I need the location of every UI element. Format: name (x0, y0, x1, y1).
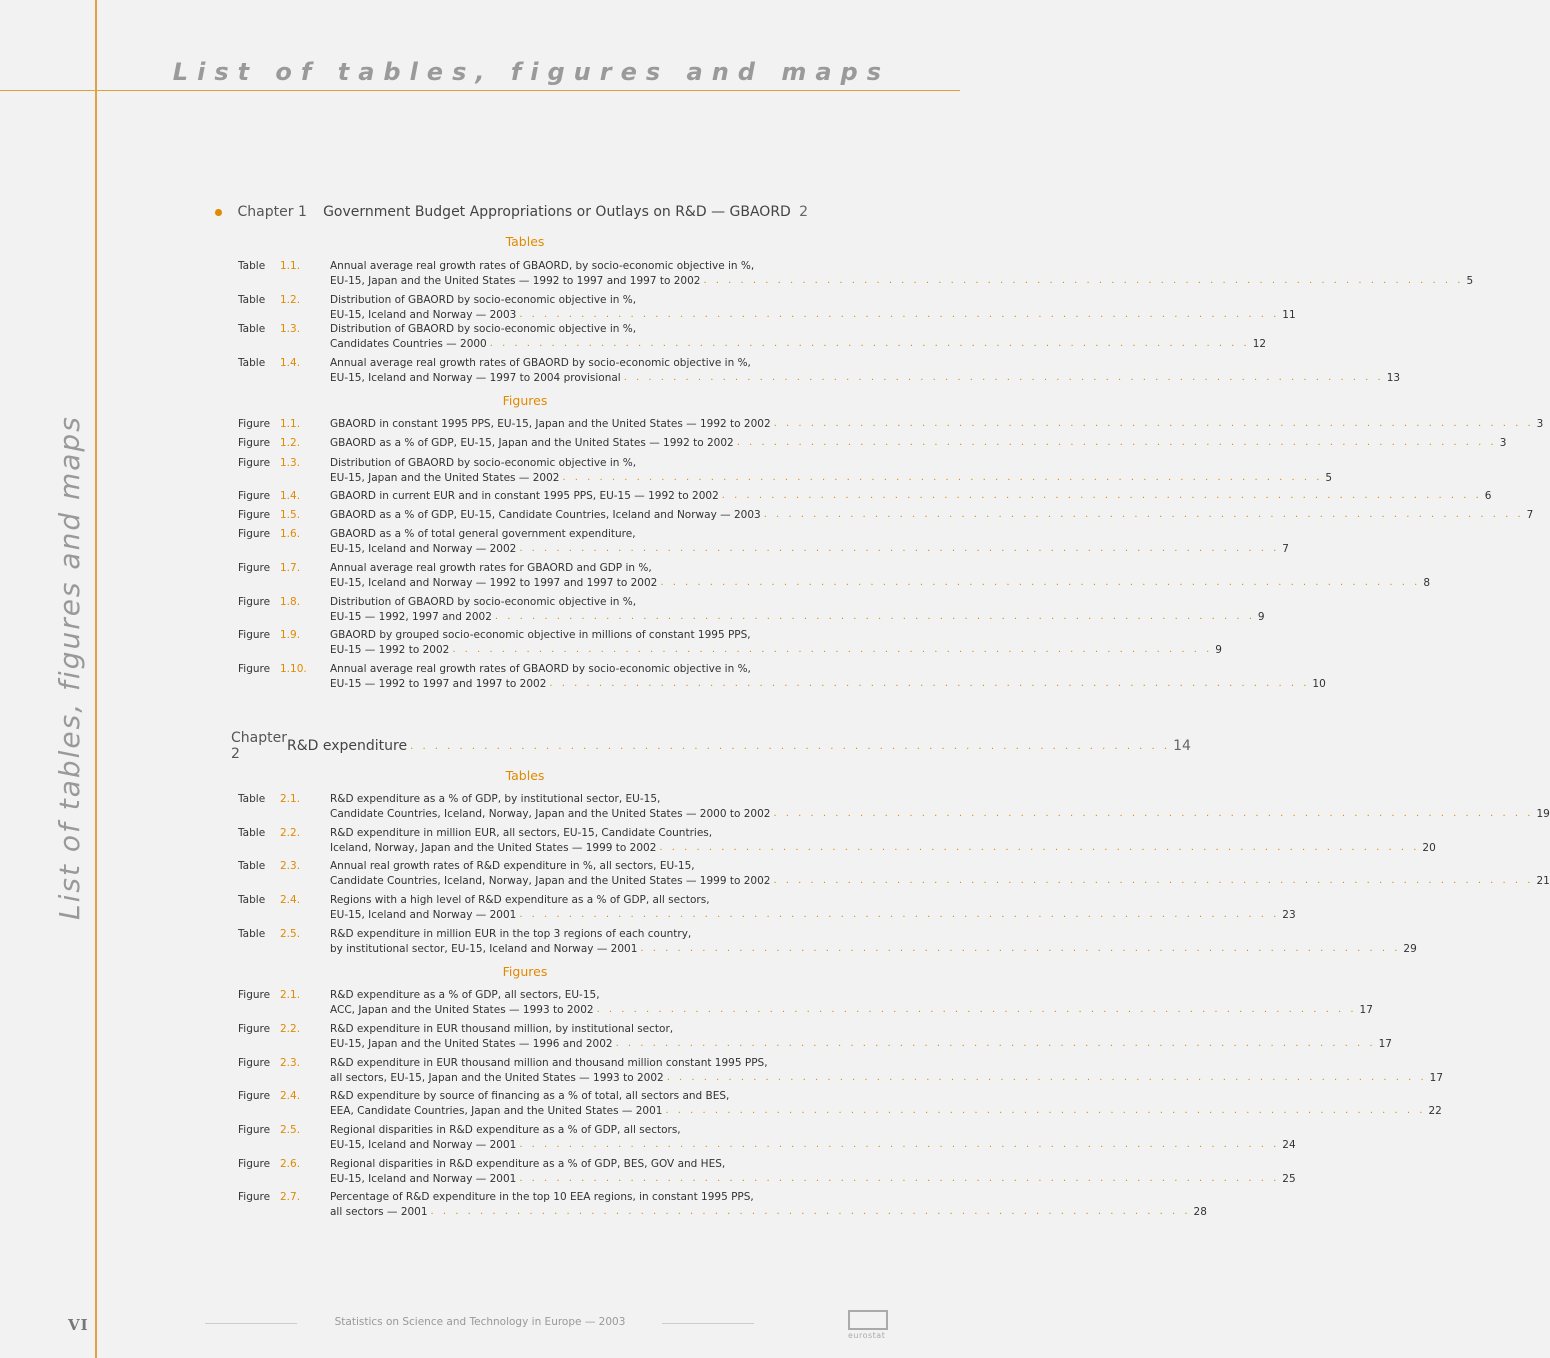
entry-line (330, 417, 1544, 432)
entry-kind: Figure (238, 1191, 271, 1203)
entry-line-text: EU-15 — 1992 to 1997 and 1997 to 2002 (330, 677, 547, 690)
figure-entry[interactable] (238, 662, 1326, 691)
table-entry[interactable] (238, 293, 1296, 322)
entry-kind: Table (238, 860, 266, 872)
entry-line-text: GBAORD in current EUR and in constant 1995 PPS, EU-15 — 1992 to 2002 (330, 490, 719, 502)
entry-line-text: GBAORD as a % of GDP, EU-15, Candidate Countries, Iceland and Norway — 2003 (330, 509, 761, 521)
entry-title (330, 792, 1550, 821)
entry-line (330, 1089, 806, 1104)
header-rule (0, 90, 960, 91)
entry-line-text: Annual average real growth rates of GBAORD by socio-economic objective in %, (330, 663, 751, 675)
entry-line (330, 927, 806, 942)
entry-title (330, 489, 1492, 504)
leader-dots: . . . . . . . . . . . . . . . . . . . . . . . . . . . . . . . . . . . . . . . . . . . . . . . . . . . . . . . . . . . . . . (615, 1037, 1376, 1049)
entry-page: 17 (1359, 1003, 1373, 1016)
entry-line-text: Percentage of R&D expenditure in the top 10 EEA regions, in constant 1995 PPS, (330, 1191, 754, 1203)
entry-line-text: EU-15, Japan and the United States — 1996 and 2002 (330, 1037, 613, 1050)
entry-number: 2.1. (280, 989, 301, 1001)
leader-dots: . . . . . . . . . . . . . . . . . . . . . . . . . . . . . . . . . . . . . . . . . . . . . . . . . . . . . . . . . . . . . . (452, 643, 1213, 655)
entry-title (330, 595, 1265, 624)
leader-dots: . . . . . . . . . . . . . . . . . . . . . . . . . . . . . . . . . . . . . . . . . . . . . . . . . . . . . . . . . . . . . . (519, 1172, 1280, 1184)
entry-number: 2.7. (280, 1191, 301, 1203)
entry-line (330, 508, 1534, 523)
entry-line (330, 471, 1333, 486)
entry-title (330, 293, 1296, 322)
chapter-title: R&D expenditure (286, 738, 408, 754)
entry-page: 17 (1429, 1071, 1444, 1084)
entry-kind: Table (238, 357, 266, 369)
entry-line-text: EU-15 — 1992 to 2002 (330, 643, 450, 656)
entry-number: 2.4. (280, 894, 301, 906)
entry-kind: Figure (238, 663, 271, 675)
entry-line-text: EU-15, Iceland and Norway — 2001 (330, 1138, 517, 1151)
entry-title (330, 436, 1507, 451)
leader-dots: . . . . . . . . . . . . . . . . . . . . . . . . . . . . . . . . . . . . . . . . . . . . . . . . . . . . . . . . . . . . . . (562, 471, 1323, 483)
entry-page: 13 (1386, 371, 1401, 384)
entry-line (330, 942, 1417, 957)
entry-page: 5 (1325, 471, 1333, 484)
entry-line (330, 337, 1267, 352)
entry-line (330, 274, 1474, 289)
entry-page: 6 (1484, 490, 1492, 502)
entry-kind: Figure (238, 1090, 271, 1102)
entry-number: 1.3. (280, 323, 301, 335)
entry-line (330, 1022, 806, 1037)
entry-page: 20 (1422, 841, 1436, 854)
entry-title (330, 561, 1431, 590)
entry-page: 17 (1378, 1037, 1392, 1050)
entry-kind: Figure (238, 490, 271, 502)
chapter-label: Chapter 1 (237, 204, 307, 220)
entry-page: 28 (1193, 1205, 1207, 1218)
entry-line-text: Candidate Countries, Iceland, Norway, Japan and the United States — 1999 to 2002 (330, 874, 771, 887)
figure-entry[interactable] (238, 1190, 1207, 1219)
figure-entry[interactable] (238, 508, 1534, 523)
entry-number: 1.4. (280, 490, 301, 502)
entry-line (330, 1190, 806, 1205)
table-entry[interactable] (238, 322, 1267, 351)
entry-line (330, 293, 806, 308)
entry-line-text: GBAORD by grouped socio-economic objective in millions of constant 1995 PPS, (330, 629, 751, 641)
entry-line-text: EEA, Candidate Countries, Japan and the United States — 2001 (330, 1104, 663, 1117)
entry-line (330, 908, 1296, 923)
entry-number: 1.9. (280, 629, 301, 641)
entry-kind: Figure (238, 1158, 271, 1170)
entry-number: 1.1. (280, 418, 301, 430)
entry-line-text: Regional disparities in R&D expenditure as a % of GDP, all sectors, (330, 1124, 681, 1136)
entry-line (330, 542, 1289, 557)
entry-line-text: Annual real growth rates of R&D expenditure in %, all sectors, EU-15, (330, 860, 695, 872)
entry-title (330, 893, 1296, 922)
eurostat-logo-word: eurostat (848, 1331, 886, 1340)
entry-page: 24 (1282, 1138, 1296, 1151)
entry-kind: Figure (238, 509, 271, 521)
leader-dots: . . . . . . . . . . . . . . . . . . . . . . . . . . . . . . . . . . . . . . . . . . . . . . . . . . . . . . . . . . . . . . (721, 490, 1482, 501)
entry-page: 19 (1536, 807, 1550, 820)
entry-line-text: R&D expenditure in million EUR, all sectors, EU-15, Candidate Countries, (330, 827, 713, 839)
entry-kind: Table (238, 323, 266, 335)
entry-line (330, 1003, 1373, 1018)
entry-number: 2.4. (280, 1090, 301, 1102)
entry-line-text: Annual average real growth rates of GBAORD by socio-economic objective in %, (330, 357, 751, 369)
entry-page: 9 (1257, 610, 1265, 623)
entry-line (330, 1056, 806, 1071)
leader-dots: . . . . . . . . . . . . . . . . . . . . . . . . . . . . . . . . . . . . . . . . . . . . . . . . . . . . . . . . . . . . . . (519, 1138, 1280, 1150)
entry-kind: Table (238, 827, 266, 839)
leader-dots: . . . . . . . . . . . . . . . . . . . . . . . . . . . . . . . . . . . . . . . . . . . . . . . . . . . . . . . . . . . . . . (660, 576, 1421, 588)
entry-kind: Table (238, 793, 266, 805)
entry-number: 1.10. (280, 663, 307, 675)
entry-line (330, 1123, 806, 1138)
table-entry[interactable] (238, 859, 1550, 888)
entry-kind: Figure (238, 989, 271, 1001)
entry-line (330, 662, 806, 677)
entry-line-text: Distribution of GBAORD by socio-economic objective in %, (330, 323, 637, 335)
figure-entry[interactable] (238, 417, 1544, 432)
entry-line (330, 792, 806, 807)
side-title: List of tables, figures and maps (53, 415, 86, 920)
entry-line-text: Distribution of GBAORD by socio-economic objective in %, (330, 457, 637, 469)
entry-line (330, 456, 806, 471)
entry-kind: Figure (238, 1023, 271, 1035)
entry-line (330, 356, 806, 371)
entry-page: 8 (1423, 576, 1431, 589)
entry-line (330, 1172, 1296, 1187)
chapter-title: Government Budget Appropriations or Outlays on R&D — GBAORD (323, 204, 791, 220)
entry-line (330, 1037, 1392, 1052)
entry-kind: Figure (238, 528, 271, 540)
entry-line (330, 988, 806, 1003)
entry-title (330, 826, 1436, 855)
figure-entry[interactable] (238, 1089, 1442, 1118)
entry-line (330, 1157, 806, 1172)
entry-line-text: Candidates Countries — 2000 (330, 337, 487, 350)
entry-page: 29 (1403, 942, 1417, 955)
entry-line-text: EU-15, Iceland and Norway — 1992 to 1997 and 1997 to 2002 (330, 576, 658, 589)
entry-number: 2.3. (280, 860, 301, 872)
entry-title (330, 1123, 1296, 1152)
entry-title (330, 1056, 1444, 1085)
leader-dots: . . . . . . . . . . . . . . . . . . . . . . . . . . . . . . . . . . . . . . . . . . . . . . . . . . . . . . . . . . . . . . (519, 908, 1280, 920)
figure-entry[interactable] (238, 456, 1333, 485)
entry-page: 3 (1536, 418, 1544, 430)
entry-title (330, 1157, 1296, 1186)
entry-line-text: GBAORD in constant 1995 PPS, EU-15, Japan and the United States — 1992 to 2002 (330, 418, 771, 430)
entry-line-text: ACC, Japan and the United States — 1993 to 2002 (330, 1003, 594, 1016)
figure-entry[interactable] (238, 1123, 1296, 1152)
entry-kind: Table (238, 894, 266, 906)
entry-title (330, 527, 1289, 556)
figure-entry[interactable] (238, 628, 1222, 657)
entry-line (330, 807, 1550, 822)
entry-number: 1.7. (280, 562, 301, 574)
entry-line (330, 610, 1265, 625)
entry-number: 1.5. (280, 509, 301, 521)
entry-number: 2.5. (280, 1124, 301, 1136)
entry-page: 7 (1282, 542, 1289, 555)
entry-line-text: Regional disparities in R&D expenditure as a % of GDP, BES, GOV and HES, (330, 1158, 726, 1170)
entry-title (330, 508, 1534, 523)
entry-title (330, 356, 1401, 385)
leader-dots: . . . . . . . . . . . . . . . . . . . . . . . . . . . . . . . . . . . . . . . . . . . . . . . . . . . . . . . . . . . . . . (519, 308, 1280, 320)
table-entry[interactable] (238, 356, 1401, 385)
chapter-page: 2 (799, 204, 808, 220)
entry-number: 2.3. (280, 1057, 301, 1069)
chapter-2-heading[interactable] (212, 730, 1191, 762)
entry-line (330, 874, 1550, 889)
entry-page: 11 (1282, 308, 1296, 321)
entry-line-text: R&D expenditure as a % of GDP, by institutional sector, EU-15, (330, 793, 661, 805)
entry-line-text: all sectors — 2001 (330, 1205, 428, 1218)
entry-line (330, 561, 806, 576)
leader-dots: . . . . . . . . . . . . . . . . . . . . . . . . . . . . . . . . . . . . . . . . . . . . . . . . . . . . . . . . . . . . . . (665, 1104, 1426, 1116)
entry-kind: Figure (238, 562, 271, 574)
tables-heading: Tables (505, 768, 545, 783)
entry-line (330, 859, 806, 874)
leader-dots: . . . . . . . . . . . . . . . . . . . . . . . . . . . . . . . . . . . . . . . . . . . . . . . . . . . . . . . . . . . . . . (623, 371, 1384, 383)
bullet-icon (215, 209, 222, 216)
entry-title (330, 1089, 1442, 1118)
entry-number: 1.3. (280, 457, 301, 469)
page-number: VI (68, 1316, 89, 1334)
entry-number: 1.8. (280, 596, 301, 608)
eurostat-logo (848, 1310, 892, 1342)
entry-page: 10 (1312, 677, 1326, 690)
figure-entry[interactable] (238, 1157, 1296, 1186)
entry-line-text: by institutional sector, EU-15, Iceland and Norway — 2001 (330, 942, 638, 955)
figures-heading: Figures (502, 393, 548, 408)
entry-number: 1.6. (280, 528, 301, 540)
entry-line (330, 1205, 1207, 1220)
vertical-rule (95, 0, 97, 1358)
table-entry[interactable] (238, 792, 1550, 821)
entry-line-text: GBAORD as a % of GDP, EU-15, Japan and the United States — 1992 to 2002 (330, 437, 734, 449)
entry-line-text: EU-15, Iceland and Norway — 2001 (330, 908, 517, 921)
entry-line (330, 643, 1222, 658)
entry-line (330, 1104, 1442, 1119)
entry-number: 2.2. (280, 1023, 301, 1035)
table-entry[interactable] (238, 826, 1436, 855)
entry-line-text: EU-15, Iceland and Norway — 2001 (330, 1172, 517, 1185)
entry-line-text: GBAORD as a % of total general government expenditure, (330, 528, 636, 540)
entry-number: 1.2. (280, 437, 301, 449)
entry-line (330, 576, 1431, 591)
leader-dots: . . . . . . . . . . . . . . . . . . . . . . . . . . . . . . . . . . . . . . . . . . . . . . . . . . . . . . . . . . . . . . (640, 942, 1401, 954)
leader-dots: . . . . . . . . . . . . . . . . . . . . . . . . . . . . . . . . . . . . . . . . . . . . . . . . . . . . . . . . . . . . . . (736, 437, 1497, 448)
entry-line-text: all sectors, EU-15, Japan and the United States — 1993 to 2002 (330, 1071, 664, 1084)
figure-entry[interactable] (238, 1022, 1392, 1051)
footer-text: Statistics on Science and Technology in Europe — 2003 (334, 1316, 626, 1328)
figure-entry[interactable] (238, 436, 1507, 451)
entry-title (330, 456, 1333, 485)
entry-line-text: R&D expenditure in EUR thousand million, by institutional sector, (330, 1023, 674, 1035)
entry-line (330, 436, 1507, 451)
entry-kind: Figure (238, 457, 271, 469)
entry-line-text: Candidate Countries, Iceland, Norway, Japan and the United States — 2000 to 2002 (330, 807, 771, 820)
entry-line-text: R&D expenditure in million EUR in the top 3 regions of each country, (330, 928, 692, 940)
leader-dots: . . . . . . . . . . . . . . . . . . . . . . . . . . . . . . . . . . . . . . . . . . . . . . . . . . . . . . . . . . . . . . (549, 677, 1310, 689)
figure-entry[interactable] (238, 595, 1265, 624)
entry-line (330, 527, 806, 542)
entry-line-text: R&D expenditure as a % of GDP, all sectors, EU-15, (330, 989, 600, 1001)
entry-title (330, 628, 1222, 657)
entry-line (330, 841, 1436, 856)
entry-page: 9 (1215, 643, 1222, 656)
entry-number: 2.1. (280, 793, 301, 805)
entry-line (330, 489, 1492, 504)
entry-title (330, 1190, 1207, 1219)
leader-dots: . . . . . . . . . . . . . . . . . . . . . . . . . . . . . . . . . . . . . . . . . . . . . . . . . . . . . . . . . . . . . . (773, 418, 1534, 429)
table-entry[interactable] (238, 927, 1417, 956)
entry-title (330, 859, 1550, 888)
chapter-1-heading[interactable] (212, 202, 808, 222)
entry-title (330, 322, 1267, 351)
entry-kind: Figure (238, 418, 271, 430)
leader-dots: . . . . . . . . . . . . . . . . . . . . . . . . . . . . . . . . . . . . . . . . . . . . . . . . . . . . . . . . . . . . . . (773, 807, 1534, 819)
figures-heading: Figures (502, 964, 548, 979)
entry-number: 2.6. (280, 1158, 301, 1170)
entry-line (330, 826, 806, 841)
entry-page: 12 (1252, 337, 1267, 350)
entry-line-text: EU-15, Iceland and Norway — 2003 (330, 308, 517, 321)
figure-entry[interactable] (238, 489, 1492, 504)
entry-line-text: Annual average real growth rates for GBAORD and GDP in %, (330, 562, 652, 574)
entry-title (330, 927, 1417, 956)
entry-line-text: Distribution of GBAORD by socio-economic objective in %, (330, 294, 637, 306)
entry-page: 3 (1499, 437, 1507, 449)
entry-page: 22 (1428, 1104, 1442, 1117)
entry-kind: Figure (238, 437, 271, 449)
entry-line-text: EU-15, Japan and the United States — 2002 (330, 471, 560, 484)
entry-line (330, 628, 806, 643)
entry-line-text: EU-15 — 1992, 1997 and 2002 (330, 610, 492, 623)
entry-kind: Figure (238, 1057, 271, 1069)
entry-line (330, 1071, 1444, 1086)
leader-dots: . . . . . . . . . . . . . . . . . . . . . . . . . . . . . . . . . . . . . . . . . . . . . . . . . . . . . . . . . . . . . . (666, 1071, 1427, 1083)
entry-line (330, 1138, 1296, 1153)
figure-entry[interactable] (238, 988, 1373, 1017)
leader-dots: . . . . . . . . . . . . . . . . . . . . . . . . . . . . . . . . . . . . . . . . . . . . . . . . . . . . . . . . . . . . . . (773, 874, 1534, 886)
entry-line (330, 677, 1326, 692)
leader-dots: . . . . . . . . . . . . . . . . . . . . . . . . . . . . . . . . . . . . . . . . . . . . . . . . . . . . . . . . . . . . . . (489, 337, 1250, 349)
leader-dots: . . . . . . . . . . . . . . . . . . . . . . . . . . . . . . . . . . . . . . . . . . . . . . . . . . . . . . . . . . . . . . (763, 509, 1524, 520)
entry-number: 2.2. (280, 827, 301, 839)
entry-title (330, 417, 1544, 432)
entry-title (330, 1022, 1392, 1051)
leader-dots: . . . . . . . . . . . . . . . . . . . . . . . . . . . . . . . . . . . . . . . . . . . . . . . . . . . . . . . . . . . . . . (703, 274, 1464, 286)
entry-line-text: EU-15, Iceland and Norway — 1997 to 2004 provisional (330, 371, 621, 384)
table-entry[interactable] (238, 893, 1296, 922)
entry-kind: Table (238, 294, 266, 306)
chapter-label: Chapter 2 (231, 730, 287, 762)
entry-line-text: Iceland, Norway, Japan and the United States — 1999 to 2002 (330, 841, 657, 854)
leader-dots: . . . . . . . . . . . . . . . . . . . . . . . . . . . . . . . . . . . . . . . . . . . . . . . . . . . . . . . . . . . . . . (596, 1003, 1357, 1015)
entry-page: 7 (1526, 509, 1534, 521)
entry-line (330, 259, 806, 274)
entry-number: 1.2. (280, 294, 301, 306)
entry-page: 5 (1466, 274, 1474, 287)
leader-dots: . . . . . . . . . . . . . . . . . . . . . . . . . . . . . . . . . . . . . . . . . . . . . . . . . . . . . . . . . . . . . . (430, 1205, 1191, 1217)
chapter-page: 14 (1173, 738, 1191, 754)
entry-line-text: EU-15, Japan and the United States — 1992 to 1997 and 1997 to 2002 (330, 274, 701, 287)
leader-dots: . . . . . . . . . . . . . . . . . . . . . . . . . . . . . . . . . . . . . . . . . . . . . . . . . . . . . . . . . . . . . . (659, 841, 1420, 853)
leader-dots: . . . . . . . . . . . . . . . . . . . . . . . . . . . . . . . . . . . . . . . . . . . . . . . . . . . . . . . . . . . . . . (410, 740, 1171, 752)
entry-kind: Figure (238, 629, 271, 641)
eurostat-logo-mark (848, 1310, 888, 1330)
tables-heading: Tables (505, 234, 545, 249)
entry-line-text: EU-15, Iceland and Norway — 2002 (330, 542, 517, 555)
entry-kind: Table (238, 260, 266, 272)
entry-line-text: Regions with a high level of R&D expenditure as a % of GDP, all sectors, (330, 894, 710, 906)
entry-kind: Figure (238, 1124, 271, 1136)
table-entry[interactable] (238, 259, 1474, 288)
figure-entry[interactable] (238, 527, 1289, 556)
entry-line-text: R&D expenditure in EUR thousand million and thousand million constant 1995 PPS, (330, 1057, 768, 1069)
entry-line (330, 893, 806, 908)
entry-line (330, 595, 806, 610)
entry-title (330, 259, 1474, 288)
entry-number: 2.5. (280, 928, 301, 940)
entry-page: 25 (1282, 1172, 1296, 1185)
entry-line-text: Distribution of GBAORD by socio-economic objective in %, (330, 596, 637, 608)
entry-line-text: R&D expenditure by source of financing as a % of total, all sectors and BES, (330, 1090, 730, 1102)
entry-number: 1.1. (280, 260, 301, 272)
entry-line (330, 322, 806, 337)
entry-kind: Figure (238, 596, 271, 608)
entry-line-text: Annual average real growth rates of GBAORD, by socio-economic objective in %, (330, 260, 755, 272)
entry-page: 21 (1536, 874, 1550, 887)
entry-line (330, 371, 1401, 386)
leader-dots: . . . . . . . . . . . . . . . . . . . . . . . . . . . . . . . . . . . . . . . . . . . . . . . . . . . . . . . . . . . . . . (494, 610, 1255, 622)
page-title: List of tables, figures and maps (172, 58, 890, 86)
figure-entry[interactable] (238, 1056, 1444, 1085)
leader-dots: . . . . . . . . . . . . . . . . . . . . . . . . . . . . . . . . . . . . . . . . . . . . . . . . . . . . . . . . . . . . . . (519, 542, 1280, 554)
figure-entry[interactable] (238, 561, 1431, 590)
entry-kind: Table (238, 928, 266, 940)
entry-title (330, 662, 1326, 691)
entry-page: 23 (1282, 908, 1296, 921)
entry-line (330, 308, 1296, 323)
entry-title (330, 988, 1373, 1017)
entry-number: 1.4. (280, 357, 301, 369)
